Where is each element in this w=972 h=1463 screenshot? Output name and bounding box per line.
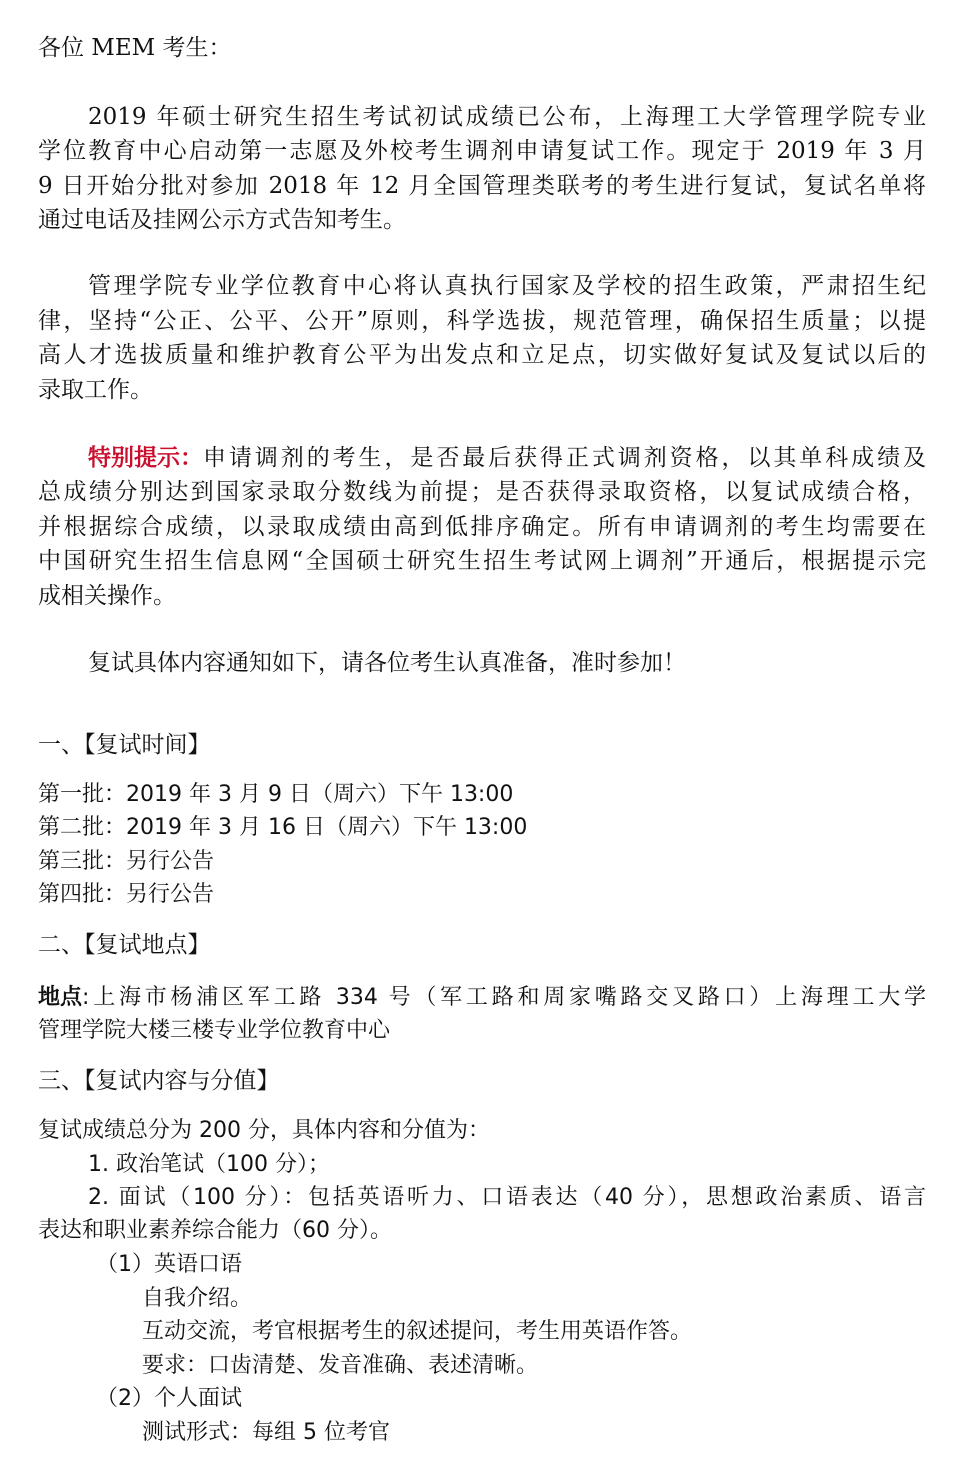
para1-line: 9 日开始分批对参加 2018 年 12 月全国管理类联考的考生进行复试，复试名单将: [38, 173, 926, 199]
special-notice-label: 特别提示：: [88, 444, 203, 471]
para3-line: 中国研究生招生信息网“全国硕士研究生招生考试网上调剂”开通后，根据提示完: [38, 548, 926, 574]
schedule-item: 第二批：2019 年 3 月 16 日（周六）下午 13:00: [38, 815, 528, 840]
section1-heading: 一、【复试时间】: [38, 732, 211, 758]
english-item: 自我介绍。: [142, 1286, 253, 1311]
location-label: 地点: [38, 985, 83, 1010]
score-intro: 复试成绩总分为 200 分，具体内容和分值为：: [38, 1118, 490, 1143]
greeting: 各位 MEM 考生：: [38, 35, 232, 61]
location-address: :上海市杨浦区军工路 334 号（军工路和周家嘴路交叉路口）上海理工大学: [82, 985, 926, 1010]
location-first-line: [38, 983, 926, 1013]
section3-heading: 三、【复试内容与分值】: [38, 1068, 280, 1094]
sub-heading-interview: （2）个人面试: [96, 1386, 242, 1411]
score-item-interview: 2. 面试（100 分）：包括英语听力、口语表达（40 分），思想政治素质、语言: [88, 1185, 926, 1210]
schedule-item: 第一批：2019 年 3 月 9 日（周六）下午 13:00: [38, 782, 514, 807]
para2-line: 录取工作。: [38, 377, 153, 403]
score-item-politics: 1. 政治笔试（100 分）；: [88, 1152, 330, 1177]
para2-line: 高人才选拔质量和维护教育公平为出发点和立足点，切实做好复试及复试以后的: [38, 342, 926, 368]
english-item: 互动交流，考官根据考生的叙述提问，考生用英语作答。: [142, 1319, 693, 1344]
para1-line: 学位教育中心启动第一志愿及外校考生调剂申请复试工作。现定于 2019 年 3 月: [38, 138, 926, 164]
special-notice-first-line: [88, 443, 926, 473]
para2-line: 律，坚持“公正、公平、公开”原则，科学选拔，规范管理，确保招生质量；以提: [38, 308, 926, 334]
schedule-item: 第三批：另行公告: [38, 849, 215, 874]
english-item: 要求：口齿清楚、发音准确、表述清晰。: [142, 1353, 539, 1378]
para1-line: 2019 年硕士研究生招生考试初试成绩已公布，上海理工大学管理学院专业: [88, 104, 926, 130]
para3-line: 成相关操作。: [38, 583, 176, 609]
score-item-interview-cont: 表达和职业素养综合能力（60 分）。: [38, 1218, 392, 1243]
special-notice-text: 申请调剂的考生，是否最后获得正式调剂资格，以其单科成绩及: [203, 445, 926, 471]
para3-line: 总成绩分别达到国家录取分数线为前提；是否获得录取资格，以复试成绩合格，: [38, 479, 926, 505]
para2-line: 管理学院专业学位教育中心将认真执行国家及学校的招生政策，严肃招生纪: [88, 273, 926, 299]
location-address-cont: 管理学院大楼三楼专业学位教育中心: [38, 1018, 391, 1043]
para4: 复试具体内容通知如下，请各位考生认真准备，准时参加！: [88, 650, 686, 676]
para1-line: 通过电话及挂网公示方式告知考生。: [38, 207, 406, 233]
section2-heading: 二、【复试地点】: [38, 932, 211, 958]
para3-line: 并根据综合成绩，以录取成绩由高到低排序确定。所有申请调剂的考生均需要在: [38, 514, 926, 540]
sub-heading-english: （1）英语口语: [96, 1252, 242, 1277]
schedule-item: 第四批：另行公告: [38, 882, 215, 907]
interview-item: 测试形式：每组 5 位考官: [142, 1420, 390, 1445]
